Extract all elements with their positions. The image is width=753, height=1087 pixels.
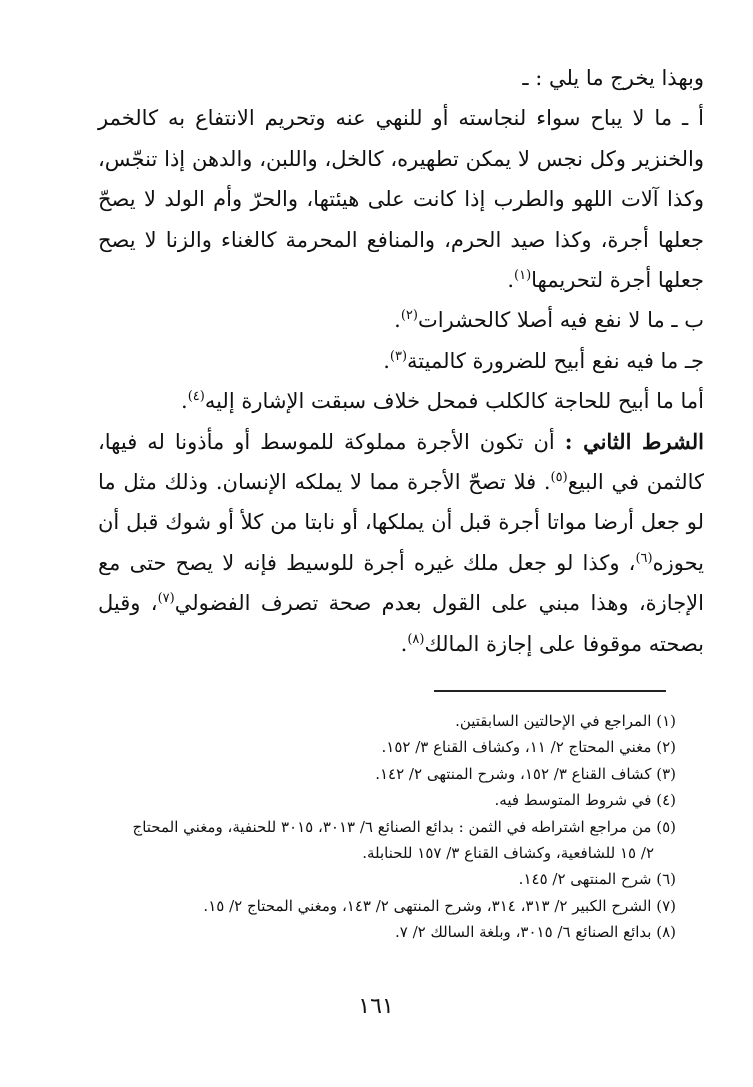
- footnote-5-continued: ٢/ ١٥ للشافعية، وكشاف القناع ٣/ ١٥٧ للحنابلة.: [362, 844, 654, 863]
- main-text: [98, 58, 704, 664]
- footnote-6: (٦) شرح المنتهى ٢/ ١٤٥.: [518, 870, 676, 889]
- paragraph-intro: وبهذا يخرج ما يلي : ـ: [522, 66, 704, 90]
- footnote-7: (٧) الشرح الكبير ٢/ ٣١٣، ٣١٤، وشرح المنتهى ٢/ ١٤٣، ومغني المحتاج ٢/ ١٥.: [203, 896, 676, 915]
- footnotes: [86, 708, 676, 946]
- footnote-ref-6[interactable]: (٦): [635, 550, 653, 566]
- footnote-ref-1[interactable]: (١): [514, 268, 532, 284]
- footnote-3: (٣) كشاف القناع ٣/ ١٥٢، وشرح المنتهى ٢/ ١٤٢.: [375, 764, 676, 783]
- footnote-divider: [434, 690, 666, 692]
- footnote-ref-3[interactable]: (٣): [389, 348, 408, 364]
- paragraph-item-c: جـ ما فيه نفع أبيح للضرورة كالميتة$^{(٣)}$.: [383, 348, 704, 373]
- footnote-ref-7[interactable]: (٧): [157, 591, 175, 607]
- section-heading: الشرط الثاني :: [564, 428, 704, 454]
- footnote-5: (٥) من مراجع اشتراطه في الثمن : بدائع الصنائع ٦/ ٣٠١٣، ٣٠١٥ للحنفية، ومغني المحتاج: [132, 817, 676, 836]
- footnote-ref-5[interactable]: (٥): [550, 470, 568, 486]
- footnote-ref-2[interactable]: (٢): [400, 308, 418, 324]
- page-number: ١٦١: [358, 994, 394, 1019]
- footnote-ref-4[interactable]: (٤): [187, 389, 205, 405]
- footnote-1: (١) المراجع في الإحالتين السابقتين.: [455, 712, 676, 730]
- paragraph-item-a: أ ـ ما لا يباح سواء لنجاسته أو للنهي عنه وتحريم الانتفاع به كالخمر والخنزير وكل نجس لا يمكن تطهيره، كالخل، واللبن، والدهن إذا تنجّس، وكذا آلات اللهو والطرب إذا كانت على هيئتها، والحرّ وأم الولد لا يصحّ جعلها أجرة، وكذا صيد الحرم، والمنافع المحرمة كالغناء والزنا لا يصح جعلها أجرة لتحريمها$^{(١)}$.: [98, 106, 704, 293]
- paragraph-second-condition: الشرط الثاني : أن تكون الأجرة مملوكة للموسط أو مأذونا له فيها، كالثمن في البيع$^{(٥)}$. فلا تصحّ الأجرة مما لا يملكه الإنسان. وذلك مثل ما لو جعل أرضا مواتا أجرة قبل أن يملكها، أو نابتا من كلأ أو شوك قبل أن يحوزه$^{(٦)}$، وكذا لو جعل ملك غيره أجرة للوسيط فإنه لا يصح حتى مع الإجازة، وهذا مبني على القول بعدم صحة تصرف الفضولي$^{(٧)}$، وقيل بصحته موقوفا على إجازة المالك$^{(٨)}$.: [98, 428, 704, 656]
- footnote-ref-8[interactable]: (٨): [407, 631, 425, 647]
- paragraph-item-b: ب ـ ما لا نفع فيه أصلا كالحشرات$^{(٢)}$.: [394, 308, 704, 333]
- footnote-4: (٤) في شروط المتوسط فيه.: [494, 791, 676, 810]
- footnote-8: (٨) بدائع الصنائع ٦/ ٣٠١٥، وبلغة السالك ٢/ ٧.: [394, 923, 676, 942]
- paragraph-need: أما ما أبيح للحاجة كالكلب فمحل خلاف سبقت الإشارة إليه$^{(٤)}$.: [181, 389, 704, 414]
- footnote-2: (٢) مغني المحتاج ٢/ ١١، وكشاف القناع ٣/ ١٥٢.: [381, 738, 676, 757]
